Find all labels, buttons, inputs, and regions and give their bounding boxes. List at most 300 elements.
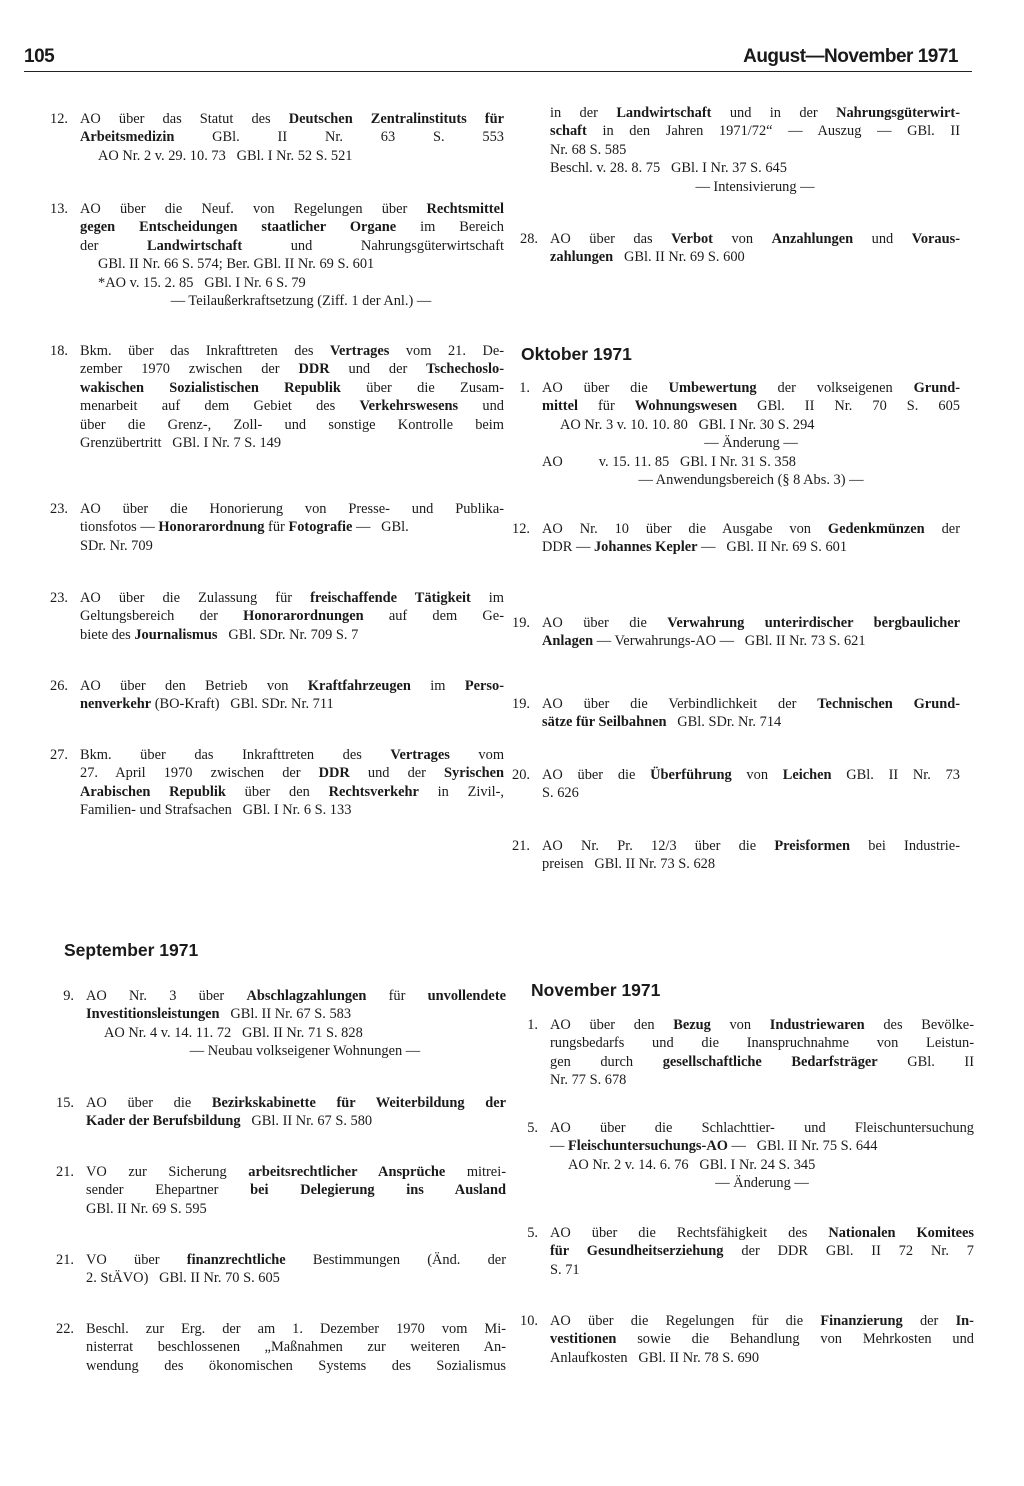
text-run: und	[853, 231, 912, 247]
bold-keyword: Verbot	[671, 231, 713, 247]
entry-line	[542, 379, 960, 397]
text-run: tionsfotos —	[80, 519, 159, 536]
bold-keyword: Abschlagzahlungen	[246, 988, 367, 1004]
bold-keyword: Landwirtschaft	[146, 237, 243, 254]
text-run: und	[458, 398, 505, 415]
entry-number: 9.	[63, 988, 74, 1004]
list-item	[32, 677, 504, 714]
text-run: und der	[329, 361, 427, 378]
entry-line	[550, 248, 960, 266]
entry-number: 13.	[50, 201, 68, 217]
entry-line	[550, 141, 960, 159]
bold-keyword: Nahrungsgüterwirt-	[836, 105, 961, 121]
entry-line	[86, 1357, 506, 1375]
entry-text	[80, 677, 504, 714]
text-run: 27. April 1970 zwischen der	[80, 765, 319, 782]
entry-line	[80, 589, 504, 607]
section-heading-oktober: Oktober 1971	[521, 344, 632, 364]
entry-text	[80, 110, 504, 165]
bold-keyword: Kader der Berufsbildung	[86, 1113, 241, 1130]
text-run: im Bereich	[396, 219, 504, 236]
text-run: Nr. 68 S. 585	[550, 141, 627, 158]
entry-number: 19.	[512, 696, 530, 712]
entry-number: 23.	[50, 590, 68, 606]
entry-line	[550, 1330, 974, 1348]
list-item	[494, 520, 960, 557]
text-run: SDr. Nr. 709	[80, 537, 153, 554]
bold-keyword: Rechtsmittel	[426, 201, 504, 217]
entry-text	[542, 614, 960, 651]
text-run: Bkm. über das Inkrafttreten des	[80, 343, 330, 359]
text-run: AO über die	[86, 1095, 212, 1111]
entry-text	[80, 342, 504, 452]
entry-text	[542, 695, 960, 732]
text-run: der	[80, 237, 147, 254]
text-run: AO v. 15. 11. 85 GBl. I Nr. 31 S. 358	[542, 453, 796, 470]
entry-line	[80, 500, 504, 518]
text-run: im	[410, 678, 465, 694]
entry-number: 23.	[50, 501, 68, 517]
text-run: — Änderung —	[715, 1175, 809, 1192]
page-number: 105	[24, 46, 55, 67]
text-run: GBl. II	[877, 1053, 974, 1070]
list-item	[32, 500, 504, 555]
bold-keyword: In-	[955, 1313, 974, 1329]
entry-line	[86, 1320, 506, 1338]
entry-text	[550, 1224, 974, 1279]
text-run: GBl. SDr. Nr. 714	[666, 714, 782, 731]
bold-keyword: arbeitsrechtlicher Ansprüche	[248, 1164, 446, 1180]
list-item	[502, 230, 960, 267]
list-item	[38, 1163, 506, 1218]
text-run: VO über	[86, 1252, 187, 1268]
entry-line	[550, 1016, 974, 1034]
entry-line	[80, 397, 504, 415]
text-run: biete des	[80, 626, 135, 643]
entry-line	[542, 837, 960, 855]
bold-keyword: Arbeitsmedizin	[80, 129, 175, 146]
entry-line	[80, 342, 504, 360]
entry-line	[80, 626, 504, 644]
bold-keyword: Perso-	[464, 678, 504, 694]
list-item	[32, 746, 504, 820]
entry-line	[80, 110, 504, 128]
text-run: von	[710, 1017, 770, 1033]
text-run: und Nahrungsgüterwirtschaft	[242, 237, 504, 254]
text-run: AO über die	[542, 615, 668, 631]
list-item	[494, 766, 960, 803]
bold-keyword: DDR	[298, 361, 330, 378]
entry-line	[80, 237, 504, 255]
entry-line	[86, 1200, 506, 1218]
text-run: AO über die	[542, 380, 669, 396]
entry-number: 10.	[520, 1313, 538, 1329]
bold-keyword: Landwirtschaft	[616, 105, 712, 121]
text-run: AO über die Regelungen für die	[550, 1313, 821, 1329]
text-run: Bestimmungen (Änd. der	[285, 1252, 506, 1268]
entry-line	[80, 801, 504, 819]
text-run: AO über den	[550, 1017, 674, 1033]
text-run: und in der	[711, 105, 837, 121]
bold-keyword: Preisformen	[774, 838, 851, 854]
entry-line	[80, 147, 504, 165]
entry-line	[86, 987, 506, 1005]
bold-keyword: Vertrages	[390, 747, 450, 763]
entry-line	[86, 1163, 506, 1181]
bold-keyword: Johannes Kepler	[593, 539, 698, 556]
text-run: —	[550, 1138, 568, 1155]
text-run: AO über die Neuf. von Regelungen über	[80, 201, 427, 217]
text-run: bei Industrie-	[850, 838, 960, 854]
entry-number: 28.	[520, 231, 538, 247]
bold-keyword: Vertrages	[329, 343, 390, 359]
list-item	[32, 110, 504, 165]
text-run: GBl. II Nr. 66 S. 574; Ber. GBl. II Nr. 69 S. 601	[98, 256, 375, 273]
entry-number: 5.	[527, 1225, 538, 1241]
text-run: rungsbedarfs und die Inanspruchnahme von Leistun-	[550, 1035, 974, 1052]
bold-keyword: freischaffende Tätigkeit	[310, 590, 471, 606]
section-heading-november: November 1971	[531, 980, 661, 1000]
text-run: S. 626	[542, 785, 579, 802]
text-run: — GBl.	[352, 519, 409, 536]
text-run: GBl. II Nr. 69 S. 595	[86, 1200, 207, 1217]
entry-line	[550, 1224, 974, 1242]
bold-keyword: Fotografie	[288, 519, 353, 536]
list-item	[32, 342, 504, 452]
entry-number: 20.	[512, 767, 530, 783]
text-run: *AO v. 15. 2. 85 GBl. I Nr. 6 S. 79	[98, 274, 306, 291]
text-run: AO Nr. 2 v. 29. 10. 73 GBl. I Nr. 52 S. 521	[98, 147, 353, 164]
text-run: GBl. II Nr. 70 S. 605	[737, 398, 960, 415]
entry-number: 21.	[56, 1252, 74, 1268]
entry-line	[80, 746, 504, 764]
text-run: VO zur Sicherung	[86, 1164, 249, 1180]
bold-keyword: Rechtsverkehr	[328, 783, 419, 800]
text-run: GBl. II Nr. 67 S. 580	[240, 1113, 373, 1130]
entry-line	[550, 178, 960, 196]
entry-line	[550, 1137, 974, 1155]
text-run: über den	[225, 783, 329, 800]
entry-line	[542, 784, 960, 802]
text-run: AO über die Rechtsfähigkeit des	[550, 1225, 829, 1241]
text-run: gen durch	[550, 1053, 663, 1070]
entry-line	[542, 434, 960, 452]
entry-line	[542, 766, 960, 784]
entry-number: 18.	[50, 343, 68, 359]
text-run: Bkm. über das Inkrafttreten des	[80, 747, 391, 763]
bold-keyword: Industriewaren	[769, 1017, 865, 1033]
bold-keyword: Bezirkskabinette für Weiterbildung der	[211, 1095, 506, 1111]
bold-keyword: Anzahlungen	[771, 231, 854, 247]
bold-keyword: schaft	[550, 123, 587, 140]
bold-keyword: Umbewertung	[668, 380, 757, 396]
text-run: vom 21. De-	[389, 343, 505, 359]
entry-line	[550, 1261, 974, 1279]
text-run: über die Grenz-, Zoll- und sonstige Kontrolle beim	[80, 416, 504, 433]
entry-text	[542, 837, 960, 874]
bold-keyword: Arabischen Republik	[80, 783, 226, 800]
entry-text	[542, 379, 960, 489]
entry-line	[542, 855, 960, 873]
bold-keyword: für Gesundheitserziehung	[550, 1243, 724, 1260]
entry-line	[86, 1094, 506, 1112]
text-run: Geltungsbereich der	[80, 608, 244, 625]
text-run: — Teilaußerkraftsetzung (Ziff. 1 der Anl.) —	[170, 293, 432, 310]
entry-text	[80, 200, 504, 310]
bold-keyword: Tschechoslo-	[426, 361, 504, 378]
text-run: AO über das	[550, 231, 672, 247]
entry-text	[80, 589, 504, 644]
bold-keyword: wakischen Sozialistischen Republik	[80, 379, 341, 396]
bold-keyword: Syrischen	[444, 765, 504, 782]
entry-text	[550, 1016, 974, 1090]
text-run: und der	[349, 765, 445, 782]
text-run: AO Nr. 3 über	[86, 988, 247, 1004]
list-item	[502, 1224, 974, 1279]
entry-number: 19.	[512, 615, 530, 631]
text-run: AO über die Zulassung für	[80, 590, 311, 606]
bold-keyword: DDR	[318, 765, 350, 782]
bold-keyword: Grund-	[913, 380, 960, 396]
entry-line	[86, 1042, 506, 1060]
bold-keyword: nenverkehr	[80, 696, 152, 713]
list-item	[502, 1016, 974, 1090]
entry-number: 12.	[512, 521, 530, 537]
text-run: AO über die	[542, 767, 651, 783]
text-run: — Änderung —	[704, 435, 798, 452]
text-run: — Anwendungsbereich (§ 8 Abs. 3) —	[638, 472, 864, 489]
entry-line	[80, 218, 504, 236]
bold-keyword: Überführung	[650, 767, 732, 783]
entry-number: 15.	[56, 1095, 74, 1111]
list-item	[494, 614, 960, 651]
bold-keyword: Honorarordnungen	[243, 608, 364, 625]
entry-line	[542, 453, 960, 471]
text-run: AO Nr. 3 v. 10. 10. 80 GBl. I Nr. 30 S. 294	[560, 416, 815, 433]
text-run: AO Nr. 4 v. 14. 11. 72 GBl. II Nr. 71 S. 828	[104, 1024, 363, 1041]
entry-line	[550, 1071, 974, 1089]
entry-text	[542, 766, 960, 803]
text-run: 2. StÄVO) GBl. II Nr. 70 S. 605	[86, 1270, 280, 1287]
entry-number: 5.	[527, 1120, 538, 1136]
entry-text	[550, 1312, 974, 1367]
text-run: für	[577, 398, 635, 415]
entry-line	[550, 1349, 974, 1367]
text-run: — Verwahrungs-AO — GBl. II Nr. 73 S. 621	[593, 633, 866, 650]
text-run: nisterrat beschlossenen „Maßnahmen zur weiteren An-	[86, 1339, 506, 1356]
entry-line	[542, 538, 960, 556]
bold-keyword: Bezug	[673, 1017, 711, 1033]
entry-line	[550, 1119, 974, 1137]
entry-line	[80, 255, 504, 273]
entry-line	[550, 1242, 974, 1260]
text-run: Familien- und Strafsachen GBl. I Nr. 6 S. 133	[80, 802, 352, 819]
section-heading-september: September 1971	[64, 940, 199, 960]
text-run: der	[924, 521, 960, 537]
entry-text	[550, 230, 960, 267]
text-run: im	[470, 590, 504, 606]
text-run: AO über den Betrieb von	[80, 678, 308, 694]
entry-line	[80, 764, 504, 782]
text-run: GBl. II Nr. 69 S. 600	[613, 249, 745, 266]
entry-number: 12.	[50, 111, 68, 127]
bold-keyword: zahlungen	[550, 249, 614, 266]
entry-line	[80, 695, 504, 713]
text-run: S. 71	[550, 1261, 580, 1278]
bold-keyword: Verkehrswesens	[359, 398, 459, 415]
bold-keyword: gegen Entscheidungen staatlicher Organe	[80, 219, 397, 236]
entry-line	[542, 632, 960, 650]
entry-line	[86, 1112, 506, 1130]
text-run: GBl. II Nr. 67 S. 583	[219, 1006, 352, 1023]
entry-line	[80, 379, 504, 397]
text-run: Beschl. zur Erg. der am 1. Dezember 1970 vom Mi-	[86, 1321, 506, 1337]
entry-text	[86, 1094, 506, 1131]
entry-line	[80, 200, 504, 218]
bold-keyword: finanzrechtliche	[186, 1252, 286, 1268]
entry-line	[550, 104, 960, 122]
text-run: — GBl. II Nr. 75 S. 644	[727, 1138, 878, 1155]
bold-keyword: Fleischuntersuchungs-AO	[568, 1138, 728, 1155]
text-run: AO über die Verbindlichkeit der	[542, 696, 818, 712]
bold-keyword: Anlagen	[542, 633, 594, 650]
entry-text	[80, 500, 504, 555]
entry-line	[80, 677, 504, 695]
text-run: AO Nr. Pr. 12/3 über die	[542, 838, 775, 854]
bold-keyword: Investitionsleistungen	[86, 1006, 220, 1023]
text-run: Anlaufkosten GBl. II Nr. 78 S. 690	[550, 1349, 760, 1366]
text-run: wendung des ökonomischen Systems des Sozialismus	[86, 1357, 506, 1374]
text-run: (BO-Kraft) GBl. SDr. Nr. 711	[151, 696, 334, 713]
text-run: AO über das Statut des	[80, 111, 289, 127]
entry-number: 27.	[50, 747, 68, 763]
text-run: vom	[449, 747, 505, 763]
entry-line	[86, 1005, 506, 1023]
list-item	[502, 104, 960, 196]
entry-line	[542, 397, 960, 415]
bold-keyword: Gedenkmünzen	[827, 521, 925, 537]
entry-line	[550, 1174, 974, 1192]
text-run: in der	[550, 105, 617, 121]
header-rule	[24, 71, 972, 72]
bold-keyword: bei Delegierung ins Ausland	[250, 1182, 507, 1199]
text-run: Grenzübertritt GBl. I Nr. 7 S. 149	[80, 435, 282, 452]
entry-line	[80, 434, 504, 452]
list-item	[38, 987, 506, 1061]
text-run: AO Nr. 10 über die Ausgabe von	[542, 521, 828, 537]
bold-keyword: Verwahrung unterirdischer bergbaulicher	[667, 615, 960, 631]
bold-keyword: Voraus-	[911, 231, 961, 247]
text-run: GBl. II Nr. 63 S. 553	[174, 129, 504, 146]
entry-text	[86, 1320, 506, 1375]
text-run: GBl. II Nr. 73	[831, 767, 961, 783]
list-item	[32, 589, 504, 644]
list-item	[32, 200, 504, 310]
text-run: zember 1970 zwischen der	[80, 361, 299, 378]
list-item	[502, 1312, 974, 1367]
entry-number: 1.	[519, 380, 530, 396]
entry-line	[550, 230, 960, 248]
text-run: AO Nr. 2 v. 14. 6. 76 GBl. I Nr. 24 S. 345	[568, 1156, 816, 1173]
entry-line	[542, 695, 960, 713]
text-run: sender Ehepartner	[86, 1182, 251, 1199]
entry-number: 26.	[50, 678, 68, 694]
list-item	[502, 1119, 974, 1193]
bold-keyword: gesellschaftliche Bedarfsträger	[662, 1053, 878, 1070]
text-run: sowie die Behandlung von Mehrkosten und	[616, 1331, 974, 1348]
entry-line	[542, 614, 960, 632]
entry-line	[86, 1269, 506, 1287]
text-run: DDR —	[542, 539, 594, 556]
entry-line	[550, 1312, 974, 1330]
entry-text	[86, 987, 506, 1061]
text-run: für	[366, 988, 428, 1004]
entry-line	[80, 416, 504, 434]
entry-line	[80, 292, 504, 310]
text-run: Beschl. v. 28. 8. 75 GBl. I Nr. 37 S. 645	[550, 160, 787, 177]
text-run: in Zivil-,	[418, 783, 504, 800]
entry-line	[550, 159, 960, 177]
bold-keyword: sätze für Seilbahnen	[542, 714, 667, 731]
bold-keyword: mittel	[542, 398, 578, 415]
bold-keyword: Honorarordnung	[158, 519, 265, 536]
text-run: für	[264, 519, 289, 536]
bold-keyword: Deutschen Zentralinstituts für	[288, 111, 504, 127]
entry-line	[542, 471, 960, 489]
bold-keyword: Nationalen Komitees	[828, 1225, 974, 1241]
text-run: AO über die Schlachttier- und Fleischuntersuchung	[550, 1120, 974, 1136]
text-run: auf dem Ge-	[363, 608, 504, 625]
text-run: Nr. 77 S. 678	[550, 1072, 627, 1089]
entry-line	[80, 518, 504, 536]
text-run: menarbeit auf dem Gebiet des	[80, 398, 360, 415]
entry-line	[550, 1053, 974, 1071]
text-run: GBl. SDr. Nr. 709 S. 7	[217, 626, 359, 643]
list-item	[494, 379, 960, 489]
entry-number: 21.	[512, 838, 530, 854]
entry-line	[86, 1024, 506, 1042]
entry-line	[86, 1251, 506, 1269]
list-item	[494, 837, 960, 874]
entry-text	[86, 1251, 506, 1288]
text-run: mitrei-	[445, 1164, 506, 1180]
entry-line	[80, 128, 504, 146]
entry-number: 21.	[56, 1164, 74, 1180]
bold-keyword: vestitionen	[550, 1331, 617, 1348]
text-run: der	[902, 1313, 956, 1329]
entry-line	[550, 122, 960, 140]
list-item	[38, 1320, 506, 1375]
entry-line	[80, 607, 504, 625]
list-item	[38, 1094, 506, 1131]
list-item	[494, 695, 960, 732]
text-run: — Neubau volkseigener Wohnungen —	[189, 1043, 421, 1060]
bold-keyword: Technischen Grund-	[817, 696, 961, 712]
list-item	[38, 1251, 506, 1288]
text-run: der DDR GBl. II 72 Nr. 7	[723, 1243, 975, 1260]
bold-keyword: Kraftfahrzeugen	[307, 678, 411, 694]
entry-line	[542, 520, 960, 538]
entry-number: 1.	[527, 1017, 538, 1033]
bold-keyword: Finanzierung	[820, 1313, 903, 1329]
entry-text	[542, 520, 960, 557]
entry-line	[542, 713, 960, 731]
entry-text	[86, 1163, 506, 1218]
entry-text	[550, 1119, 974, 1193]
text-run: — Intensivierung —	[695, 178, 815, 195]
entry-line	[550, 1156, 974, 1174]
bold-keyword: Journalismus	[134, 626, 218, 643]
